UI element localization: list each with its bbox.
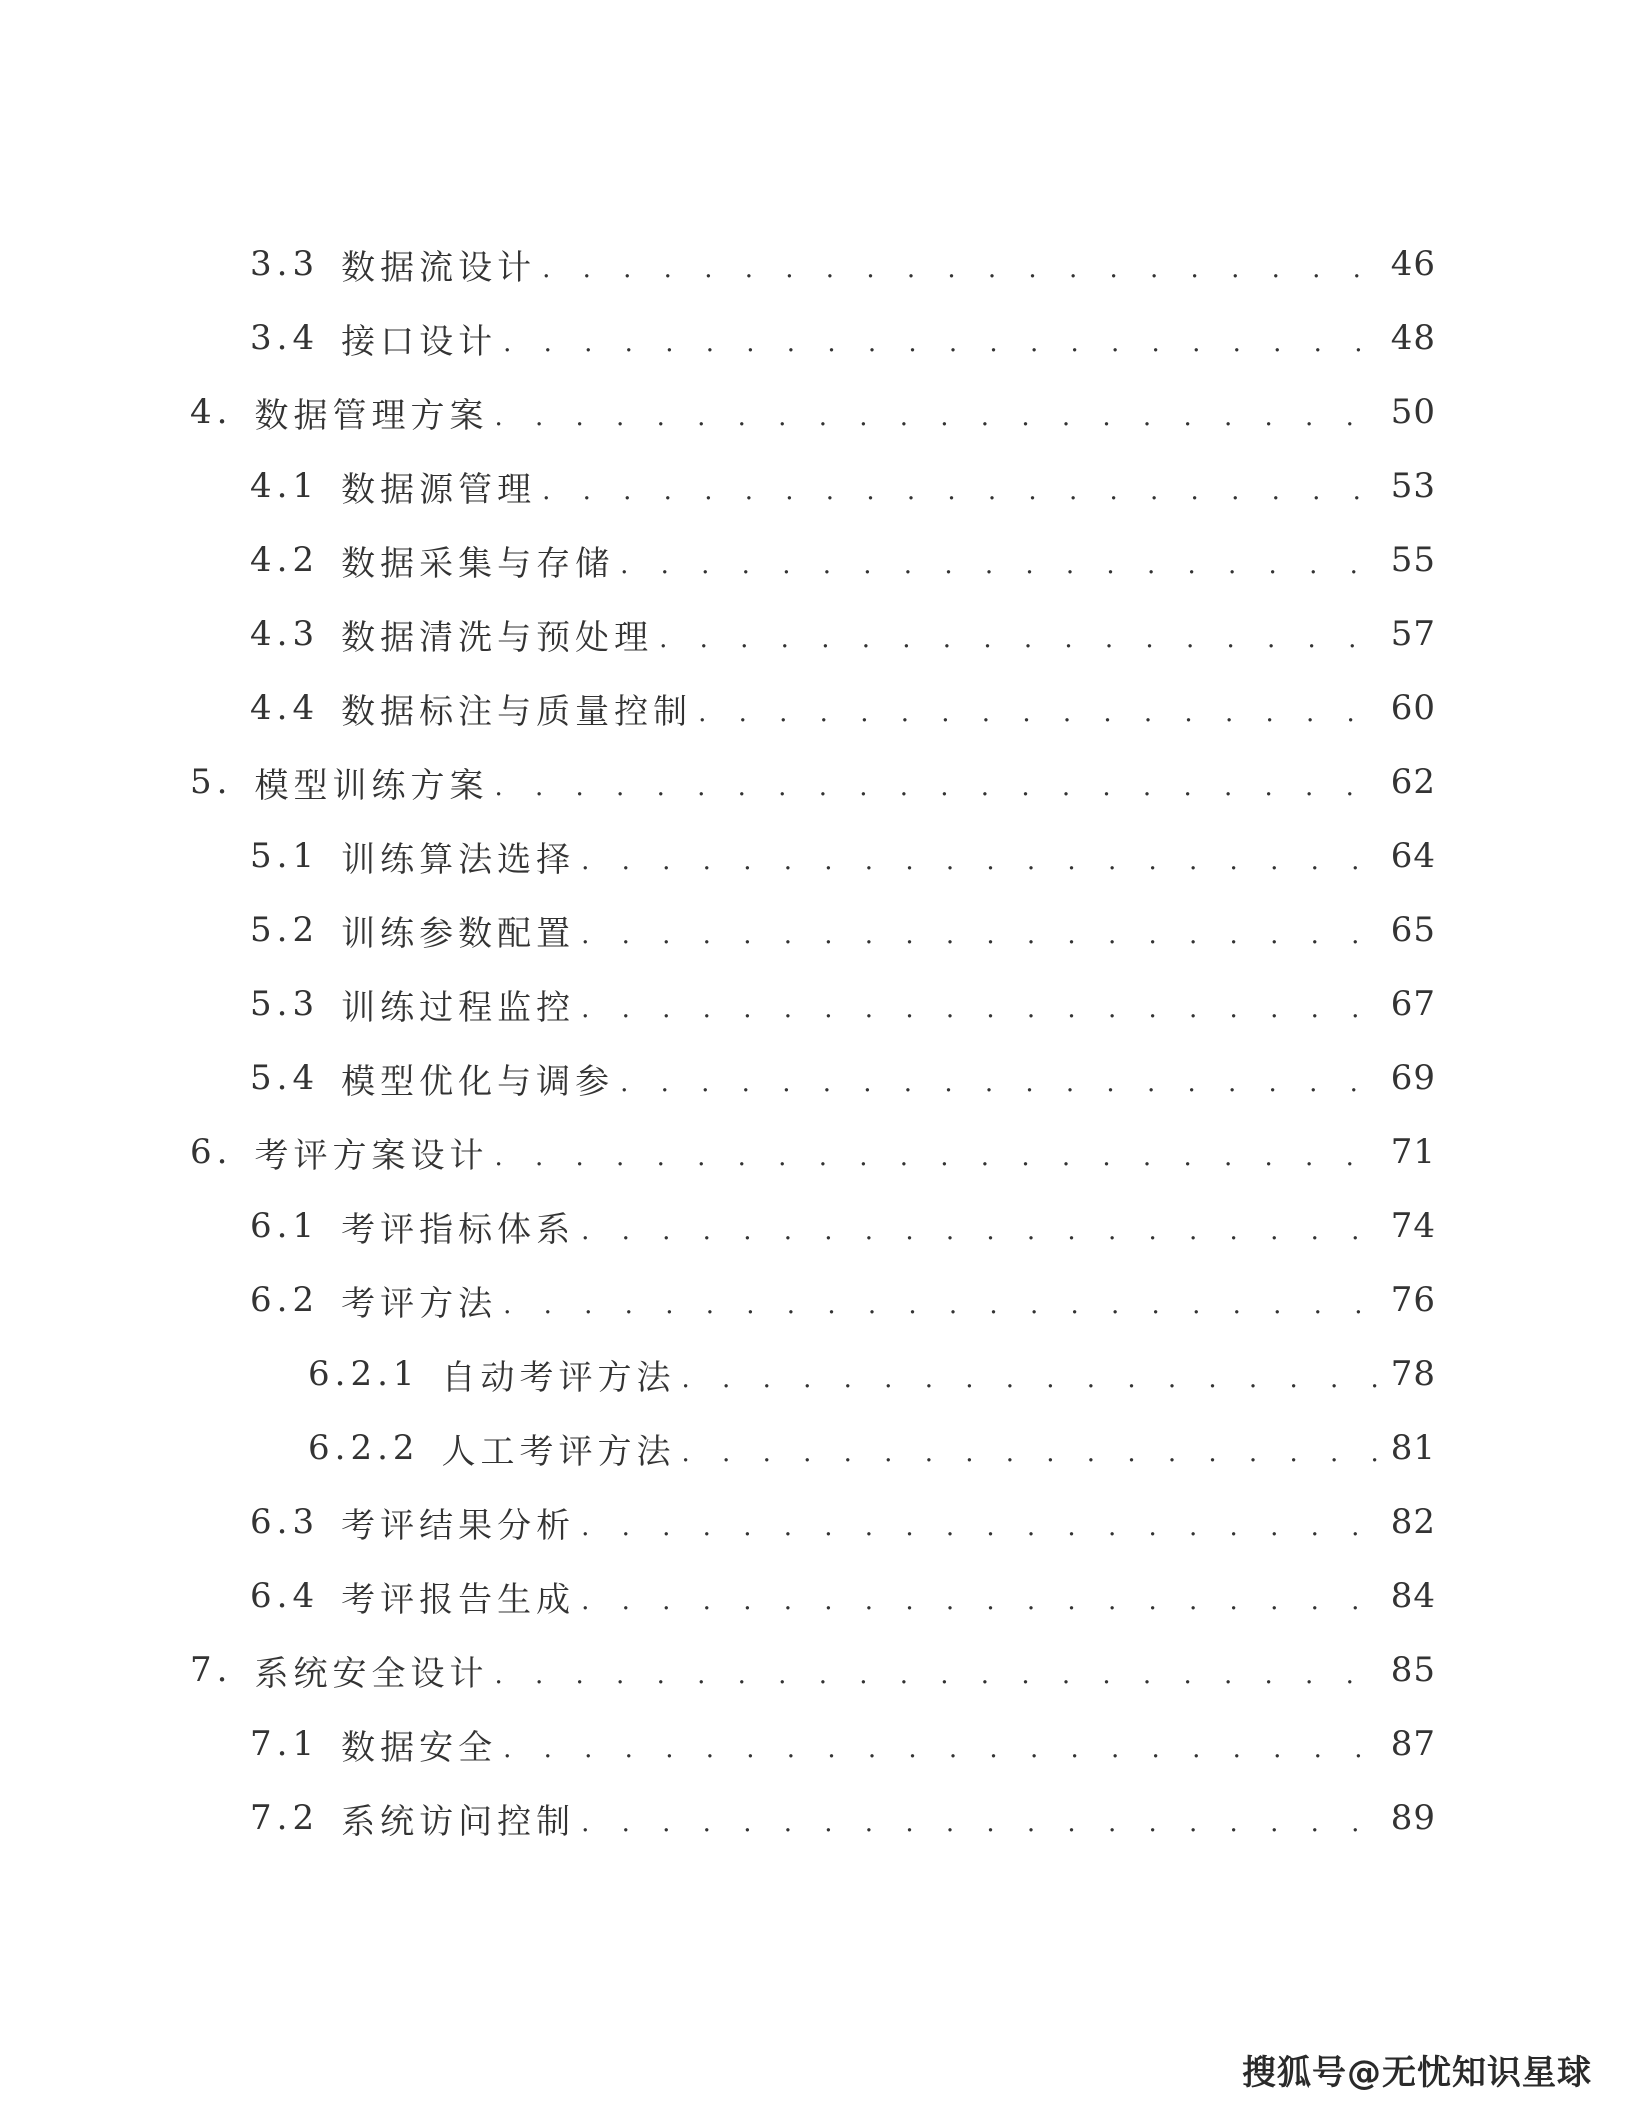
toc-entry[interactable] — [250, 604, 1436, 664]
entry-title: 训练算法选择 — [341, 839, 576, 880]
toc-entry[interactable] — [250, 900, 1436, 960]
toc-entry[interactable] — [250, 1196, 1436, 1256]
entry-title: 训练过程监控 — [341, 987, 576, 1028]
dot-leader — [682, 1364, 1381, 1394]
entry-title: 数据流设计 — [341, 247, 537, 288]
entry-number: 4.3 — [250, 614, 320, 654]
dot-leader — [581, 920, 1381, 950]
entry-number: 3.3 — [250, 244, 320, 284]
entry-title: 人工考评方法 — [441, 1431, 676, 1472]
dot-leader — [581, 1216, 1381, 1246]
entry-number: 7.1 — [250, 1724, 320, 1764]
entry-page: 69 — [1390, 1058, 1436, 1098]
dot-leader — [698, 698, 1381, 728]
toc-entry[interactable] — [250, 234, 1436, 294]
toc-entry[interactable] — [190, 1122, 1436, 1182]
dot-leader — [581, 1808, 1381, 1838]
toc-entry[interactable] — [250, 530, 1436, 590]
entry-title: 接口设计 — [341, 321, 498, 362]
dot-leader — [581, 994, 1381, 1024]
entry-page: 65 — [1390, 910, 1436, 950]
entry-page: 64 — [1390, 836, 1436, 876]
entry-page: 67 — [1390, 984, 1436, 1024]
entry-number: 6.3 — [250, 1502, 320, 1542]
toc-entry[interactable] — [308, 1418, 1436, 1478]
toc-entry[interactable] — [250, 456, 1436, 516]
dot-leader — [620, 1068, 1381, 1098]
entry-title: 考评指标体系 — [341, 1209, 576, 1250]
toc-entry[interactable] — [250, 826, 1436, 886]
toc-entry[interactable] — [250, 1492, 1436, 1552]
entry-number: 7.2 — [250, 1798, 320, 1838]
toc-entry[interactable] — [250, 308, 1436, 368]
entry-title: 自动考评方法 — [441, 1357, 676, 1398]
dot-leader — [581, 846, 1381, 876]
dot-leader — [620, 550, 1381, 580]
entry-page: 53 — [1390, 466, 1436, 506]
entry-title: 考评报告生成 — [341, 1579, 576, 1620]
entry-page: 76 — [1390, 1280, 1436, 1320]
dot-leader — [494, 1142, 1380, 1172]
entry-title: 系统安全设计 — [254, 1653, 489, 1694]
entry-title: 模型训练方案 — [254, 765, 489, 806]
toc-entry[interactable] — [250, 974, 1436, 1034]
entry-page: 89 — [1390, 1798, 1436, 1838]
entry-page: 50 — [1390, 392, 1436, 432]
entry-number: 6.2.1 — [308, 1354, 420, 1394]
entry-number: 5.4 — [250, 1058, 320, 1098]
entry-title: 数据源管理 — [341, 469, 537, 510]
entry-page: 87 — [1390, 1724, 1436, 1764]
entry-title: 考评结果分析 — [341, 1505, 576, 1546]
entry-page: 57 — [1390, 614, 1436, 654]
entry-number: 6.4 — [250, 1576, 320, 1616]
entry-number: 6.2.2 — [308, 1428, 420, 1468]
entry-page: 46 — [1390, 244, 1436, 284]
entry-title: 数据安全 — [341, 1727, 498, 1768]
toc-entry[interactable] — [308, 1344, 1436, 1404]
toc-entry[interactable] — [250, 1048, 1436, 1108]
dot-leader — [503, 1734, 1381, 1764]
toc-entry[interactable] — [190, 752, 1436, 812]
entry-page: 74 — [1390, 1206, 1436, 1246]
entry-page: 84 — [1390, 1576, 1436, 1616]
dot-leader — [659, 624, 1381, 654]
entry-number: 5. — [190, 762, 233, 802]
entry-number: 6.1 — [250, 1206, 320, 1246]
dot-leader — [682, 1438, 1381, 1468]
dot-leader — [542, 254, 1381, 284]
entry-number: 5.3 — [250, 984, 320, 1024]
dot-leader — [503, 328, 1381, 358]
toc-entry[interactable] — [190, 1640, 1436, 1700]
dot-leader — [542, 476, 1381, 506]
entry-title: 数据清洗与预处理 — [341, 617, 654, 658]
entry-title: 数据标注与质量控制 — [341, 691, 693, 732]
entry-page: 81 — [1390, 1428, 1436, 1468]
entry-number: 7. — [190, 1650, 233, 1690]
entry-number: 4.1 — [250, 466, 320, 506]
toc-entry[interactable] — [190, 382, 1436, 442]
entry-number: 4.2 — [250, 540, 320, 580]
toc-entry[interactable] — [250, 1788, 1436, 1848]
entry-number: 5.2 — [250, 910, 320, 950]
entry-number: 5.1 — [250, 836, 320, 876]
dot-leader — [581, 1512, 1381, 1542]
entry-number: 6. — [190, 1132, 233, 1172]
toc-entry[interactable] — [250, 1566, 1436, 1626]
toc-entry[interactable] — [250, 1270, 1436, 1330]
entry-page: 55 — [1390, 540, 1436, 580]
entry-number: 6.2 — [250, 1280, 320, 1320]
entry-number: 3.4 — [250, 318, 320, 358]
entry-title: 考评方法 — [341, 1283, 498, 1324]
entry-number: 4. — [190, 392, 233, 432]
entry-page: 78 — [1390, 1354, 1436, 1394]
entry-page: 71 — [1390, 1132, 1436, 1172]
entry-page: 60 — [1390, 688, 1436, 728]
entry-title: 训练参数配置 — [341, 913, 576, 954]
entry-title: 考评方案设计 — [254, 1135, 489, 1176]
dot-leader — [494, 1660, 1380, 1690]
entry-page: 62 — [1390, 762, 1436, 802]
dot-leader — [494, 402, 1380, 432]
entry-title: 系统访问控制 — [341, 1801, 576, 1842]
entry-number: 4.4 — [250, 688, 320, 728]
watermark-text: 搜狐号@无忧知识星球 — [1242, 2053, 1592, 2093]
entry-title: 数据管理方案 — [254, 395, 489, 436]
dot-leader — [503, 1290, 1381, 1320]
entry-page: 82 — [1390, 1502, 1436, 1542]
dot-leader — [581, 1586, 1381, 1616]
toc-entry[interactable] — [250, 1714, 1436, 1774]
entry-title: 模型优化与调参 — [341, 1061, 615, 1102]
entry-title: 数据采集与存储 — [341, 543, 615, 584]
toc-entry[interactable] — [250, 678, 1436, 738]
entry-page: 85 — [1390, 1650, 1436, 1690]
entry-page: 48 — [1390, 318, 1436, 358]
dot-leader — [494, 772, 1380, 802]
